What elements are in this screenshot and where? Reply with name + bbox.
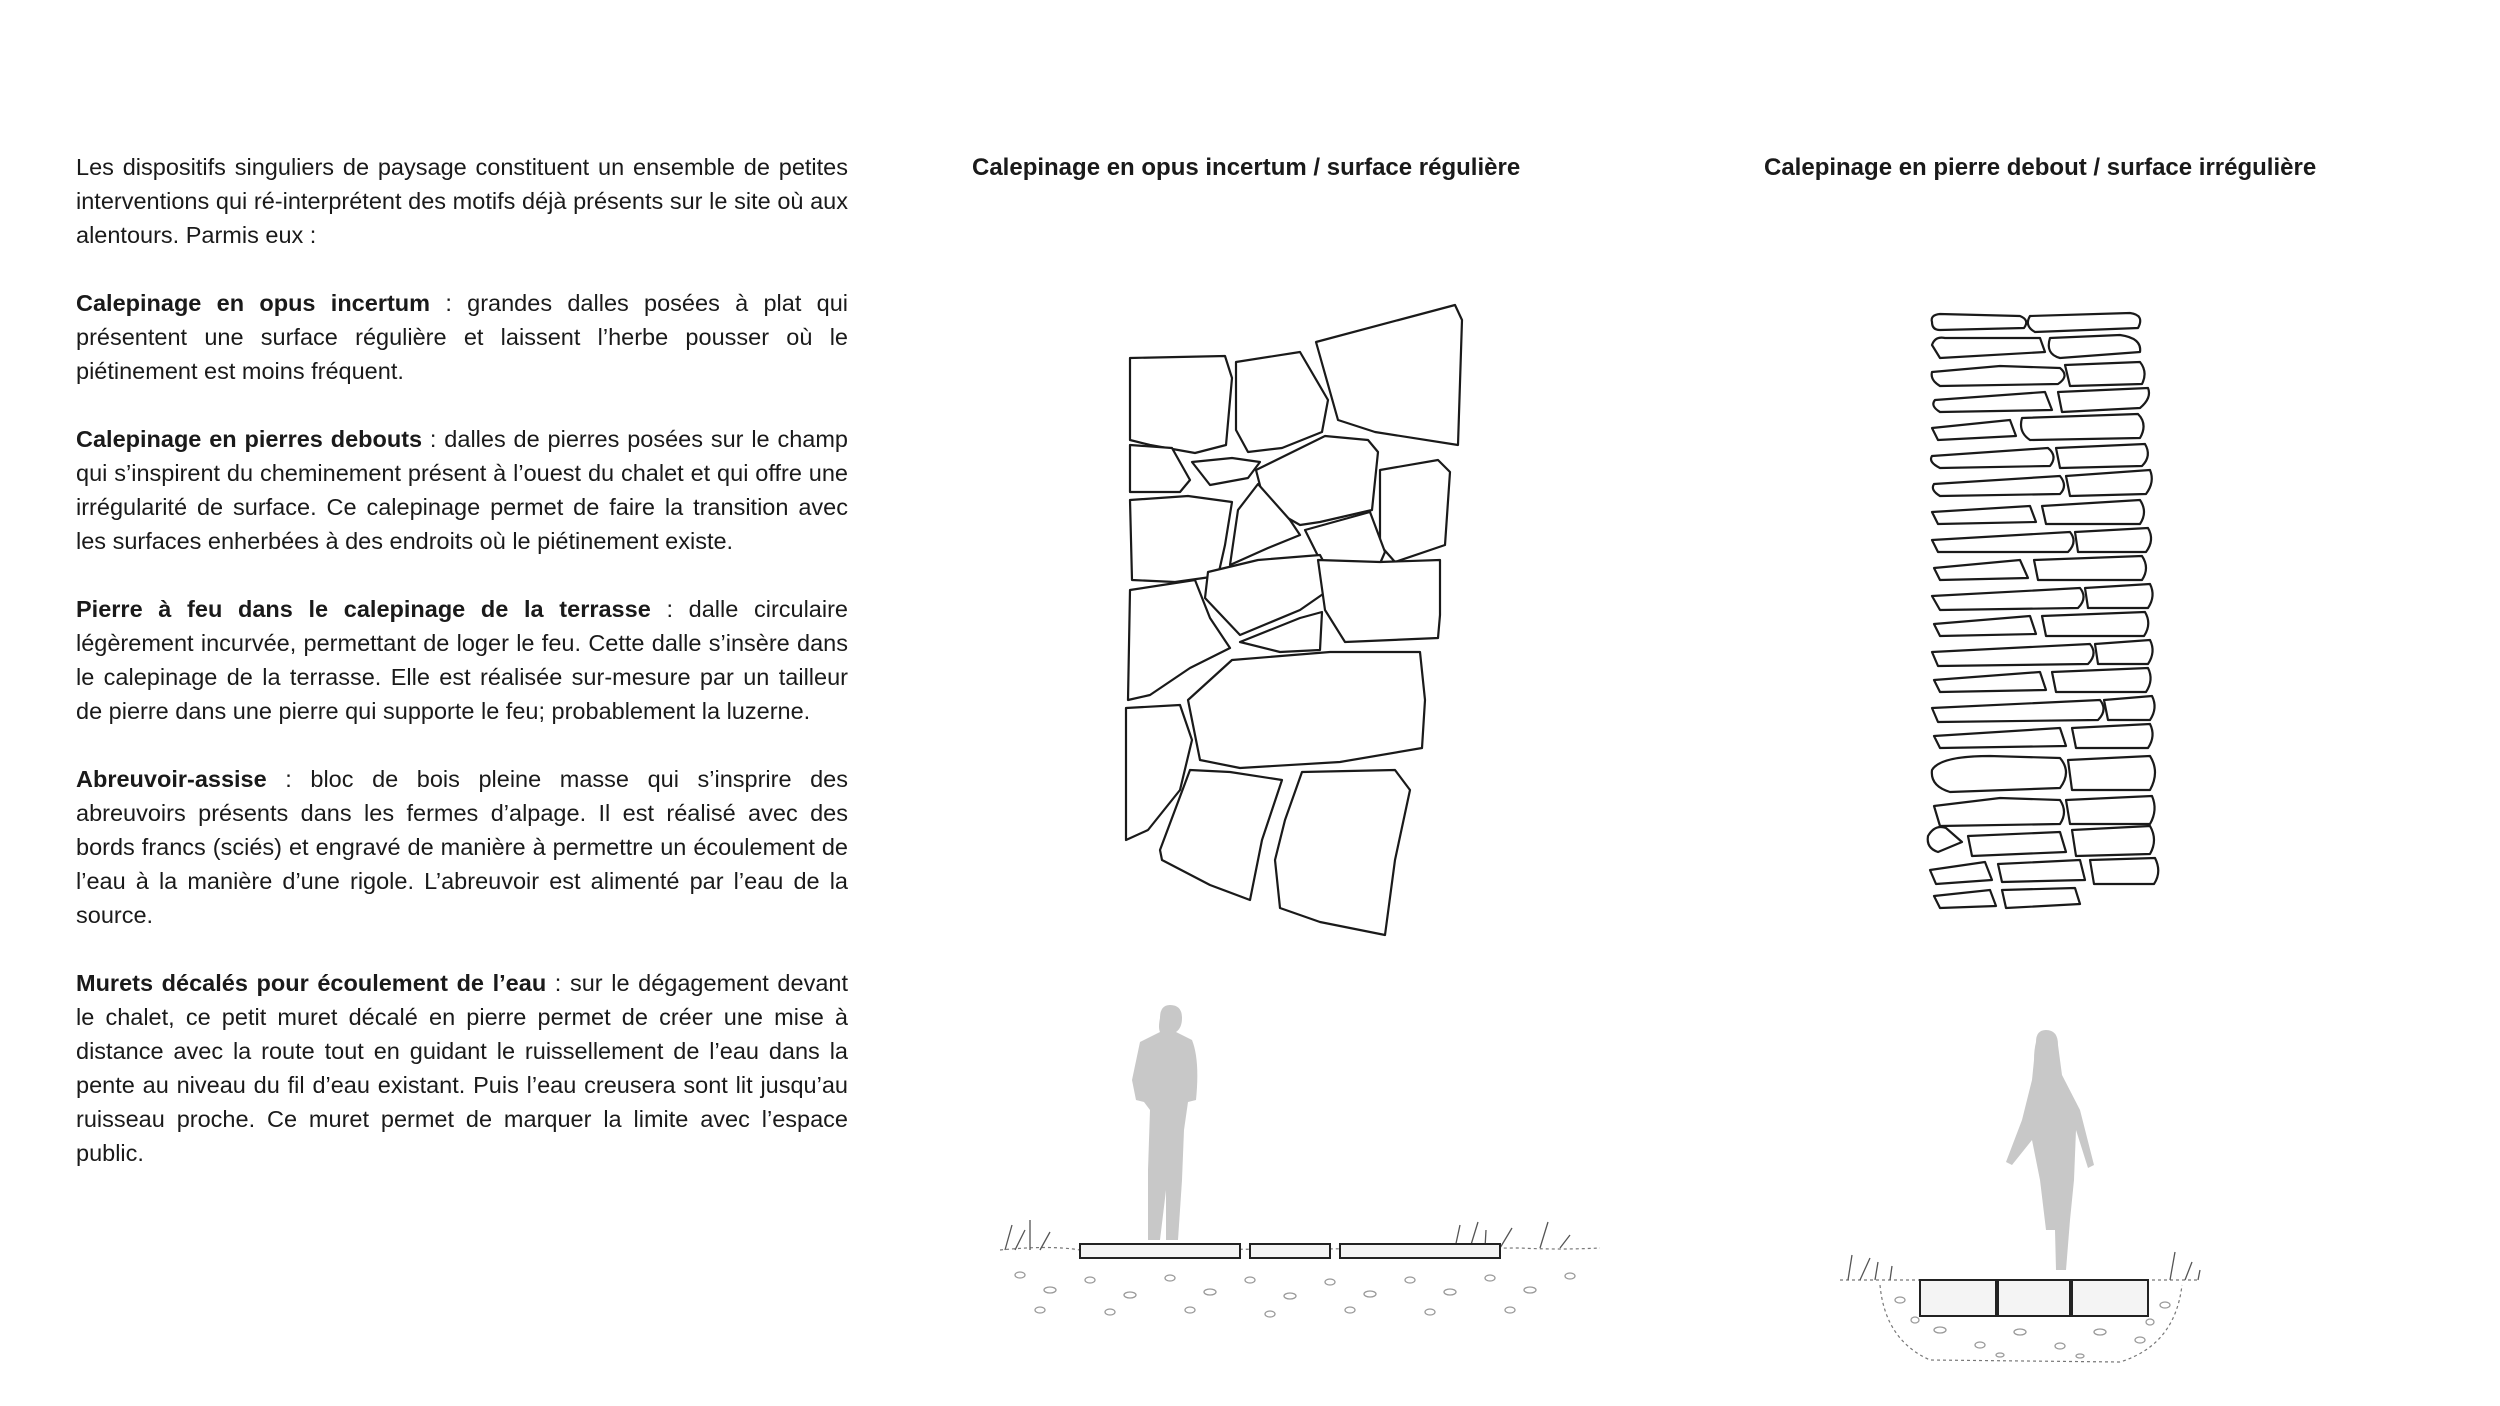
person-silhouette-female xyxy=(2006,1030,2094,1270)
pierre-debout-title: Calepinage en pierre debout / surface irrégulière xyxy=(1764,154,2317,181)
intro-paragraph: Les dispositifs singuliers de paysage constituent un ensemble de petites interventions qui ré-interprétent des motifs déjà présents sur le site où aux alentours. Parmis eux : xyxy=(76,154,848,248)
opus-incertum-section xyxy=(1000,1005,1600,1317)
item-term: Pierre à feu dans le calepinage de la terrasse xyxy=(76,596,651,622)
pierre-debout-section xyxy=(1840,1030,2200,1362)
item-text: : dalles de pierres posées sur le champ qui s’inspirent du cheminement présent à l’ouest du chalet et qui offre une irrégularité de surface. Ce calepinage permet de faire la transition avec les surfaces enherbées à des endroits où le piétinement existe. xyxy=(76,426,848,554)
pierre-debout-plan xyxy=(1928,313,2159,908)
item-term: Calepinage en opus incertum xyxy=(76,290,431,316)
item-text: : bloc de bois pleine masse qui s’insprire des abreuvoirs présents dans les fermes d’alpage. Il est réalisé avec des bords francs (sciés) et engravé de manière à permettre un écoulement de l’eau à la manière d’une rigole. L’abreuvoir est alimenté par l’eau de la source. xyxy=(76,766,848,928)
item-term: Calepinage en pierres debouts xyxy=(76,426,423,452)
person-silhouette-male xyxy=(1132,1005,1197,1240)
opus-incertum-plan xyxy=(1126,305,1462,935)
item-text: : grandes dalles posées à plat qui présentent une surface régulière et laissent l’herbe pousser où le piétinement est moins fréquent. xyxy=(76,290,849,384)
item-term: Murets décalés pour écoulement de l’eau xyxy=(76,970,547,996)
opus-incertum-title: Calepinage en opus incertum / surface régulière xyxy=(972,154,1521,181)
item-text: : dalle circulaire légèrement incurvée, permettant de loger le feu. Cette dalle s’insère dans le calepinage de la terrasse. Elle est réalisée sur-mesure par un tailleur de pierre dans une pierre qui supporte le feu; probablement la luzerne. xyxy=(76,596,848,724)
item-term: Abreuvoir-assise xyxy=(76,766,267,792)
item-text: : sur le dégagement devant le chalet, ce petit muret décalé en pierre permet de créer une mise à distance avec la route tout en guidant le ruissellement de l’eau dans la pente au niveau du fil d’eau existant. Puis l’eau creusera sont lit jusqu’au ruisseau proche. Ce muret permet de marquer la limite avec l’espace public. xyxy=(76,970,848,1166)
